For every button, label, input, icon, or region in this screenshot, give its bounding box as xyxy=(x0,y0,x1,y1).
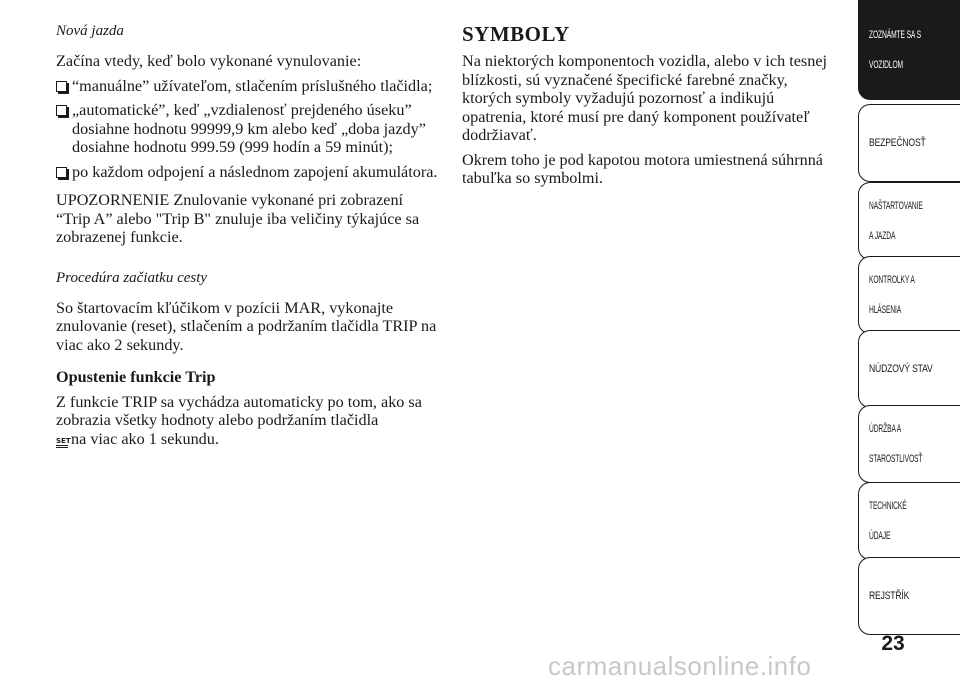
watermark: carmanualsonline.info xyxy=(548,651,812,681)
list-item: „automatické”, keď „vzdialenosť prejdeného úseku” dosiahne hodnotu 99999,9 km alebo keď „doba jazdy” dosiahne hodnotu 999.59 (999 hodín a 59 minút); xyxy=(56,101,441,157)
section-title-symbols: SYMBOLY xyxy=(462,22,570,46)
procedure-text: So štartovacím kľúčikom v pozícii MAR, vykonajte znulovanie (reset), stlačením a podržaním tlačidla TRIP na viac ako 2 sekundy. xyxy=(56,298,437,354)
right-column xyxy=(462,22,834,194)
tab-bezpecnost[interactable]: BEZPEČNOSŤ xyxy=(858,104,960,182)
subheading-new-trip: Nová jazda xyxy=(56,23,124,39)
reset-conditions-list xyxy=(56,77,441,182)
checkbox-bullet-icon xyxy=(56,81,67,92)
list-item: “manuálne” užívateľom, stlačením príslušného tlačidla; xyxy=(56,77,441,96)
warning-text: UPOZORNENIE Znulovanie vykonané pri zobrazení “Trip A” alebo "Trip B" znuluje iba veličiny týkajúce sa zobrazenej funkcie. xyxy=(56,191,420,246)
tab-technicke-udaje[interactable]: TECHNICKÉ ÚDAJE xyxy=(858,482,960,560)
intro-text: Začína vtedy, keď bolo vykonané vynulovanie: xyxy=(56,52,362,70)
exit-trip-text: Z funkcie TRIP sa vychádza automaticky po tom, ako sa zobrazia všetky hodnoty alebo podržaním tlačidla SET na viac ako 1 sekundu. xyxy=(56,392,422,448)
list-item: po každom odpojení a následnom zapojení akumulátora. xyxy=(56,163,441,182)
left-column xyxy=(56,22,441,455)
symbols-paragraph-2: Okrem toho je pod kapotou motora umiestnená súhrnná tabuľka so symbolmi. xyxy=(462,150,823,187)
exit-trip-heading: Opustenie funkcie Trip xyxy=(56,368,216,386)
tab-kontrolky[interactable]: KONTROLKY A HLÁSENIA xyxy=(858,256,960,334)
tab-zoznamte-sa[interactable]: ZOZNÁMTE SA S VOZIDLOM xyxy=(858,0,960,100)
checkbox-bullet-icon xyxy=(56,167,67,178)
symbols-paragraph-1: Na niektorých komponentoch vozidla, alebo v ich tesnej blízkosti, sú vyznačené špecifické farebné značky, ktorých symboly vyžadujú pozornosť a indikujú opatrenia, ktoré musí pre daný komponent používateľ dodržiavať. xyxy=(462,52,828,144)
checkbox-bullet-icon xyxy=(56,105,67,116)
subheading-trip-start: Procedúra začiatku cesty xyxy=(56,269,208,286)
tab-udrzba[interactable]: ÚDRŽBA A STAROSTLIVOSŤ xyxy=(858,405,960,483)
chapter-tabs-sidebar xyxy=(858,0,960,686)
set-button-icon: SET xyxy=(56,438,68,449)
tab-rejstrik[interactable]: REJSTŘÍK xyxy=(858,557,960,635)
page-number: 23 xyxy=(881,632,905,655)
tab-nastartovanie[interactable]: NAŠTARTOVANIE A JAZDA xyxy=(858,182,960,260)
tab-nudzovy-stav[interactable]: NÚDZOVÝ STAV xyxy=(858,330,960,408)
